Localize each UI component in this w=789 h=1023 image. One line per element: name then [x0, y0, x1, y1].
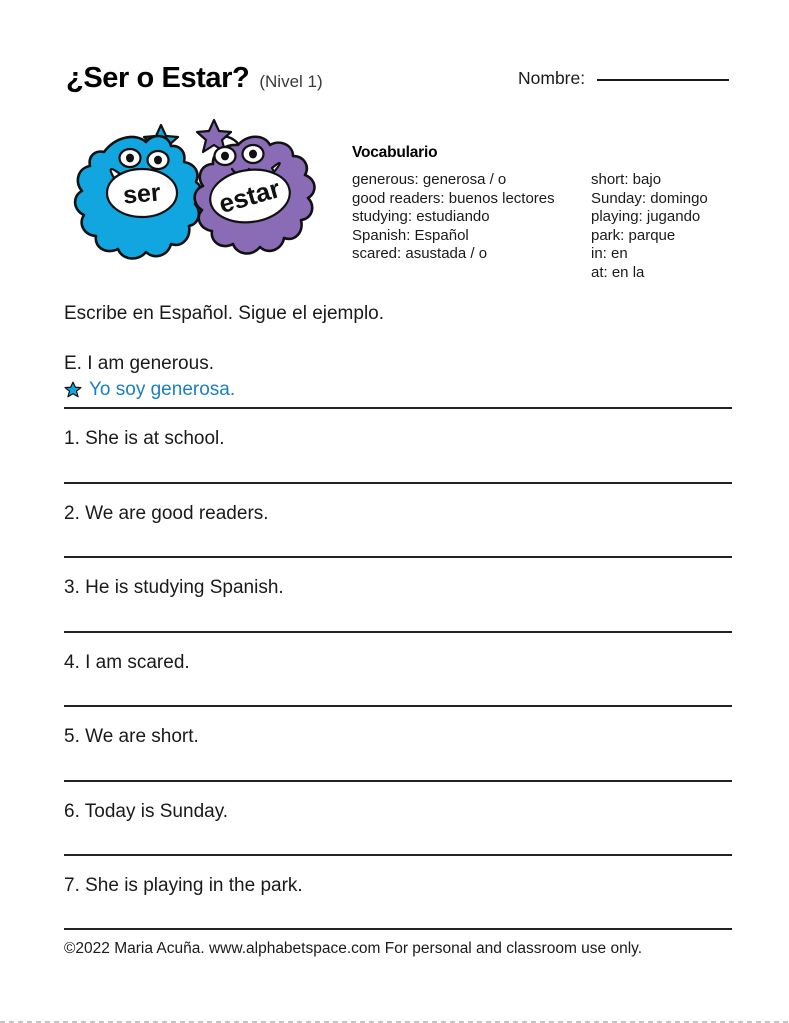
question-text: 6. Today is Sunday. [64, 800, 229, 822]
answer-line[interactable] [64, 631, 732, 633]
title-block [66, 62, 323, 95]
example-block [64, 353, 744, 401]
vocabulary-item: in: en [591, 245, 628, 263]
vocabulary-item: scared: asustada / o [352, 245, 488, 263]
vocabulary-item: studying: estudiando [352, 208, 490, 226]
vocabulary-heading: Vocabulario [352, 144, 438, 161]
estar-mascot [195, 120, 315, 253]
vocabulary-item: park: parque [591, 226, 676, 244]
question-list [64, 407, 732, 929]
question-text: 7. She is playing in the park. [64, 875, 303, 896]
vocabulary-item: playing: jugando [591, 208, 701, 226]
question-item [64, 556, 732, 631]
question-item [64, 780, 732, 855]
name-field-group [518, 68, 729, 89]
vocabulary-item: at: en la [591, 263, 645, 281]
example-prompt: E. I am generous. [64, 353, 214, 374]
answer-line[interactable] [64, 482, 732, 484]
star-bullet-icon [64, 381, 82, 399]
question-item [64, 482, 732, 557]
answer-line[interactable] [64, 407, 732, 409]
example-answer-row [64, 379, 744, 401]
answer-line[interactable] [64, 556, 732, 558]
footer-copyright: ©2022 Maria Acuña. www.alphabetspace.com For personal and classroom use only. [64, 940, 643, 957]
vocabulary-item: Sunday: domingo [591, 189, 708, 207]
vocabulary-section [352, 144, 752, 283]
name-label: Nombre: [518, 68, 586, 88]
vocabulary-right-column [591, 171, 708, 283]
question-item [64, 854, 732, 929]
question-text: 3. He is studying Spanish. [64, 577, 284, 598]
mascot-illustration [58, 108, 328, 288]
answer-line[interactable] [64, 780, 732, 782]
page-title: ¿Ser o Estar? [66, 62, 250, 94]
vocabulary-left-column [352, 171, 591, 283]
question-item [64, 705, 732, 780]
question-text: 4. I am scared. [64, 651, 190, 673]
vocabulary-item: good readers: buenos lectores [352, 189, 555, 207]
name-input-blank[interactable] [597, 79, 729, 81]
question-item [64, 631, 732, 706]
instruction-text: Escribe en Español. Sigue el ejemplo. [64, 303, 385, 324]
vocabulary-columns [352, 171, 752, 283]
question-text: 5. We are short. [64, 726, 199, 747]
question-item [64, 407, 732, 482]
ser-mascot [75, 125, 202, 258]
question-text: 2. We are good readers. [64, 502, 269, 524]
vocabulary-item: generous: generosa / o [352, 171, 507, 188]
estar-word-label: estar [215, 173, 284, 220]
level-label: (Nivel 1) [259, 72, 323, 91]
vocabulary-item: short: bajo [591, 171, 662, 188]
footer-divider [64, 928, 732, 930]
question-text: 1. She is at school. [64, 428, 225, 449]
ser-word-label: ser [121, 178, 162, 210]
example-answer: Yo soy generosa. [89, 379, 236, 400]
answer-line[interactable] [64, 705, 732, 707]
answer-line[interactable] [64, 854, 732, 856]
vocabulary-item: Spanish: Español [352, 226, 469, 244]
